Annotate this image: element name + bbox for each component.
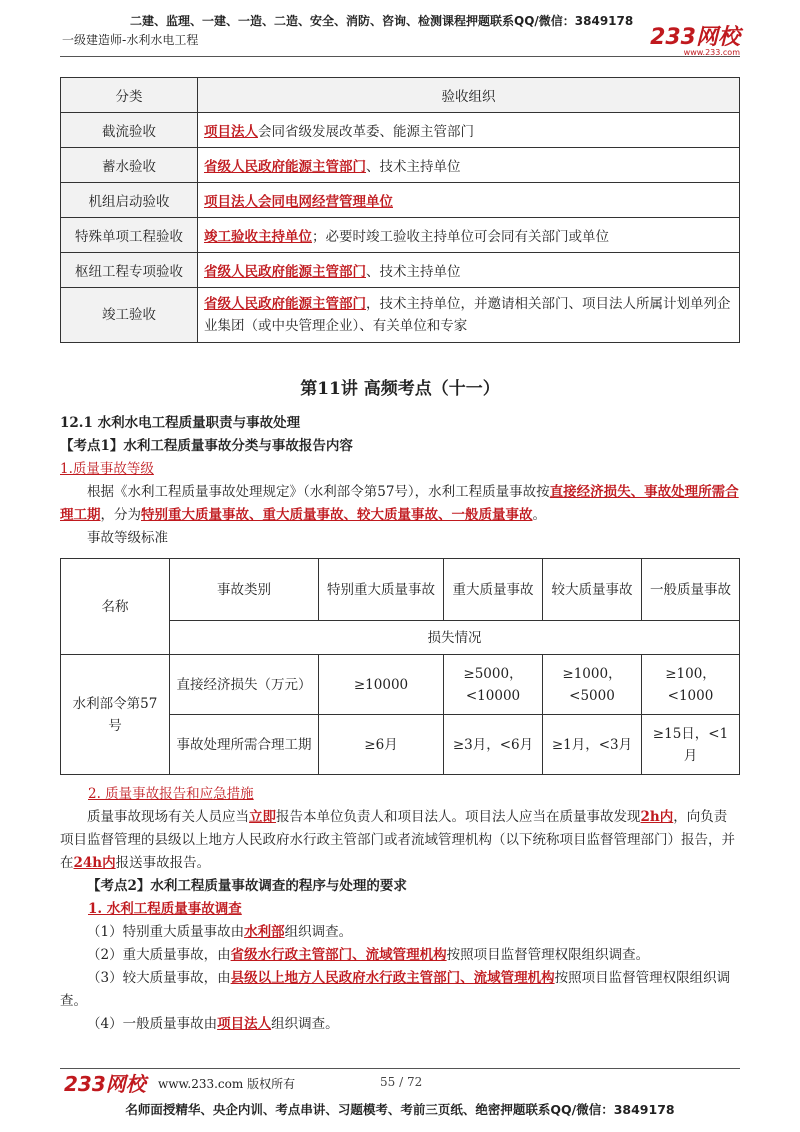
- col-organization: 验收组织: [198, 78, 740, 113]
- list-item: [60, 1013, 740, 1036]
- list-item: [60, 921, 740, 944]
- subsection-text: 12.1 水利水电工程质量职责与事故处理: [60, 415, 301, 431]
- heading-3-text: 1. 水利工程质量事故调查: [88, 901, 242, 917]
- table-row: [61, 288, 740, 343]
- heading-2: [88, 783, 740, 806]
- logo-url: www.233.com: [683, 48, 740, 57]
- heading-3: [88, 898, 740, 921]
- text: 会同省级发展改革委、能源主管部门: [258, 124, 474, 140]
- highlight: 项目法人会同电网经营管理单位: [204, 194, 393, 210]
- highlight: 水利部: [244, 924, 285, 940]
- row-organization: [198, 218, 740, 253]
- highlight: 特别重大质量事故、重大质量事故、较大质量事故、一般质量事故: [141, 507, 533, 523]
- loss-header: 损失情况: [170, 621, 740, 655]
- text: （4）一般质量事故由: [87, 1016, 218, 1032]
- row-category: 蓄水验收: [61, 148, 198, 183]
- row-organization: [198, 183, 740, 218]
- row-category: 特殊单项工程验收: [61, 218, 198, 253]
- table-row: [61, 113, 740, 148]
- highlight: 24h内: [73, 855, 116, 871]
- highlight: 项目法人: [217, 1016, 272, 1032]
- kaodian-2-text: 【考点2】水利工程质量事故调查的程序与处理的要求: [87, 878, 407, 894]
- row-category: 机组启动验收: [61, 183, 198, 218]
- text: ，分为: [100, 507, 141, 523]
- highlight: 立即: [249, 809, 276, 825]
- kaodian-1-text: 【考点1】水利工程质量事故分类与事故报告内容: [60, 438, 353, 454]
- table-cell: ≥15日，<1月: [642, 715, 740, 775]
- regulation-cell: 水利部令第57号: [61, 655, 170, 775]
- subsection-heading: [60, 412, 740, 435]
- table-header-row: [61, 559, 740, 621]
- text: 。: [532, 507, 546, 523]
- heading-1: [60, 458, 740, 481]
- row-organization: [198, 113, 740, 148]
- table-row: [61, 148, 740, 183]
- highlight: 省级人民政府能源主管部门: [204, 264, 366, 280]
- table-row: [61, 655, 740, 715]
- col-category: 分类: [61, 78, 198, 113]
- text: 报送事故报告。: [115, 855, 211, 871]
- paragraph-1: [60, 481, 740, 527]
- text: （2）重大质量事故，由: [87, 947, 231, 963]
- highlight: 省级人民政府能源主管部门: [204, 296, 366, 312]
- document-subtitle: 一级建造师-水利水电工程: [62, 33, 199, 47]
- section-title: 第11讲 高频考点（十一）: [300, 379, 500, 399]
- table-cell: ≥3月，<6月: [444, 715, 543, 775]
- accident-grade-table: [60, 558, 740, 775]
- text: 根据《水利工程质量事故处理规定》（水利部令第57号），水利工程质量事故按: [87, 484, 550, 500]
- paragraph-2: [60, 806, 740, 875]
- table-row: [61, 183, 740, 218]
- text: 按照项目监督管理权限组织调查。: [60, 970, 731, 1009]
- highlight: 县级以上地方人民政府水行政主管部门、流域管理机构: [230, 970, 555, 986]
- brand-logo: [650, 20, 740, 57]
- text: 组织调查。: [284, 924, 353, 940]
- acceptance-table: [60, 77, 740, 343]
- footer-copyright: www.233.com 版权所有: [158, 1077, 296, 1091]
- text: 按照项目监督管理权限组织调查。: [446, 947, 650, 963]
- text: ，技术主持单位，并邀请相关部门、项目法人所属计划单列企业集团（或中央管理企业）、有关单位和专家: [204, 296, 731, 334]
- text: 、技术主持单位: [366, 264, 461, 280]
- row-organization: [198, 148, 740, 183]
- heading-2-text: 2. 质量事故报告和应急措施: [88, 786, 254, 802]
- footer-divider: [60, 1068, 740, 1069]
- table-caption: 事故等级标准: [87, 530, 168, 546]
- table-cell: ≥1月，<3月: [543, 715, 642, 775]
- heading-1-text: 1.质量事故等级: [60, 461, 154, 477]
- table-cell: ≥100，<1000: [642, 655, 740, 715]
- table-cell: ≥5000，<10000: [444, 655, 543, 715]
- footer-logo: 233网校: [64, 1072, 146, 1096]
- highlight: 省级水行政主管部门、流域管理机构: [230, 947, 447, 963]
- level-header: 重大质量事故: [444, 559, 543, 621]
- text: 报告本单位负责人和项目法人。项目法人应当在质量事故发现: [276, 809, 641, 825]
- text: ，向负责项目监督管理的县级以上地方人民政府水行政主管部门或者流域管理机构（以下统称项目监督管理部门）报告，并在: [60, 809, 735, 871]
- type-header: 事故类别: [170, 559, 319, 621]
- list-item: [60, 967, 740, 1013]
- kaodian-2: [60, 875, 740, 898]
- level-header: 一般质量事故: [642, 559, 740, 621]
- highlight: 2h内: [640, 809, 674, 825]
- row-organization: [198, 288, 740, 343]
- level-header: 较大质量事故: [543, 559, 642, 621]
- row-category: 截流验收: [61, 113, 198, 148]
- text: （1）特别重大质量事故由: [87, 924, 245, 940]
- text: 组织调查。: [271, 1016, 339, 1032]
- row-category: 枢纽工程专项验收: [61, 253, 198, 288]
- text: 质量事故现场有关人员应当: [87, 809, 249, 825]
- table-row: [61, 218, 740, 253]
- kaodian-1: [60, 435, 740, 458]
- header-banner: 二建、监理、一建、一造、二造、安全、消防、咨询、检测课程押题联系QQ/微信：3849178: [130, 14, 634, 28]
- table-cell: ≥6月: [319, 715, 444, 775]
- row-organization: [198, 253, 740, 288]
- highlight: 项目法人: [204, 124, 258, 140]
- highlight: 直接经济损失、事故处理所需合理工期: [60, 484, 739, 523]
- table-header-row: [61, 78, 740, 113]
- list-item: [60, 944, 740, 967]
- text: 、技术主持单位: [366, 159, 461, 175]
- row-label: 直接经济损失（万元）: [170, 655, 319, 715]
- level-header: 特别重大质量事故: [319, 559, 444, 621]
- table-row: [61, 253, 740, 288]
- highlight: 竣工验收主持单位: [204, 229, 312, 245]
- table-cell: ≥1000，<5000: [543, 655, 642, 715]
- name-header: 名称: [61, 559, 170, 655]
- row-category: 竣工验收: [61, 288, 198, 343]
- page-number: 55 / 72: [380, 1075, 423, 1089]
- highlight: 省级人民政府能源主管部门: [204, 159, 366, 175]
- text: （3）较大质量事故，由: [87, 970, 231, 986]
- text: ；必要时竣工验收主持单位可会同有关部门或单位: [312, 229, 609, 245]
- header-divider: [60, 56, 740, 57]
- logo-text: 233网校: [650, 25, 740, 50]
- table-cell: ≥10000: [319, 655, 444, 715]
- footer-banner: 名师面授精华、央企内训、考点串讲、习题模考、考前三页纸、绝密押题联系QQ/微信：3849178: [125, 1102, 675, 1117]
- row-label: 事故处理所需合理工期: [170, 715, 319, 775]
